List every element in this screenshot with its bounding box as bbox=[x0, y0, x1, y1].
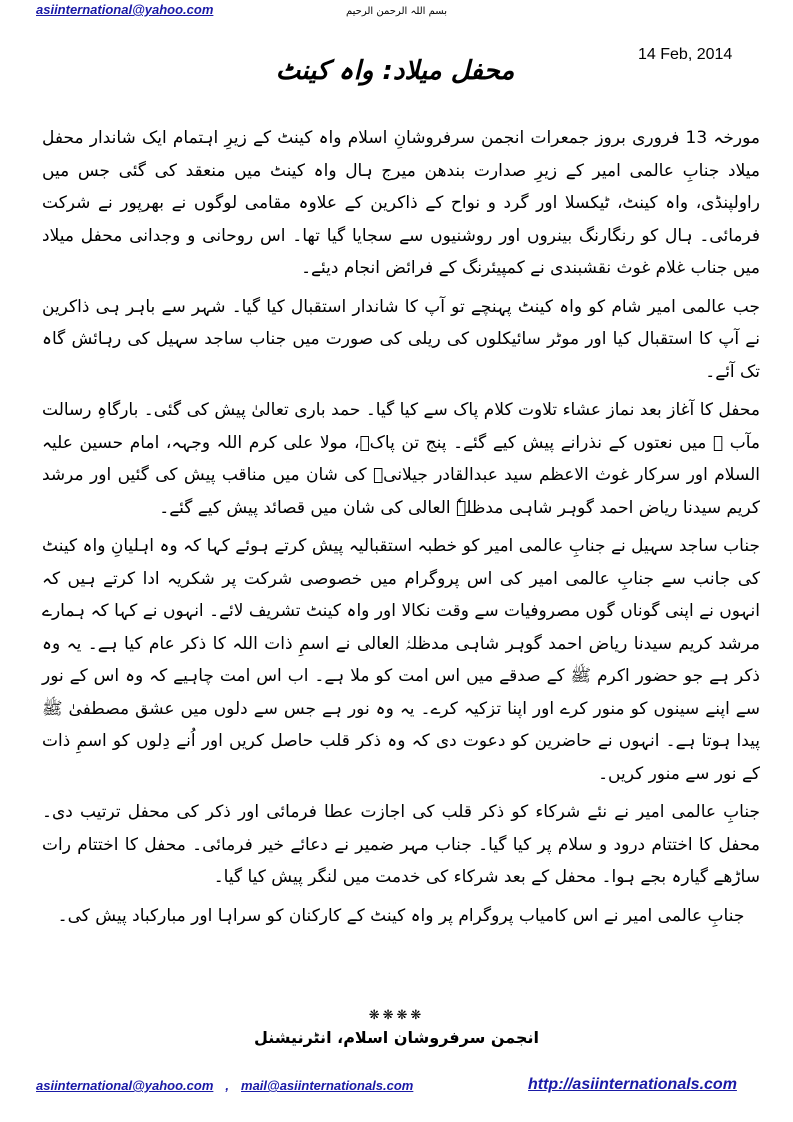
footer-email-2[interactable]: mail@asiinternationals.com bbox=[241, 1078, 414, 1093]
paragraph-5: جنابِ عالمی امیر نے نئے شرکاء کو ذکر قلب کی اجازت عطا فرمائی اور ذکر کی محفل ترتیب دی۔ محفل کا اختتام درود و سلام پر کیا گیا۔ جناب مہر ضمیر نے دعائے خیر فرمائی۔ محفل کا اختتام رات ساڑھے گیارہ بجے ہوا۔ محفل کے بعد شرکاء کی خدمت میں لنگر پیش کیا گیا۔ bbox=[42, 802, 760, 887]
paragraph-2: جب عالمی امیر شام کو واہ کینٹ پہنچے تو آپ کا شاندار استقبال کیا گیا۔ شہر سے باہر ہی ذاکرین نے آپ کا استقبال کیا اور موٹر سائیکلوں کی ریلی کی صورت میں جناب ساجد سہیل کی رہائش گاہ تک آئے۔ bbox=[42, 296, 760, 382]
closing-paragraph: جنابِ عالمی امیر نے اس کامیاب پروگرام پر واہ کینٹ کے کارکنان کو سراہا اور مبارکباد پیش کی۔ bbox=[57, 905, 745, 926]
footer-website-link[interactable]: http://asiinternationals.com bbox=[528, 1076, 737, 1093]
bismillah: بسم اللہ الرحمن الرحیم bbox=[345, 6, 447, 17]
organization-name: انجمن سرفروشان اسلام، انٹرنیشنل bbox=[253, 1028, 540, 1047]
footer-emails bbox=[36, 1078, 413, 1093]
article-title: محفل میلاد: واہ کینٹ bbox=[275, 56, 515, 86]
article-body bbox=[42, 122, 760, 938]
article-date: 14 Feb, 2014 bbox=[638, 46, 733, 63]
top-email-link[interactable]: asiinternational@yahoo.com bbox=[36, 2, 214, 17]
ornament-divider: ❋❋❋❋ bbox=[368, 1008, 425, 1023]
footer-email-1[interactable]: asiinternational@yahoo.com bbox=[36, 1078, 214, 1093]
paragraph-4: جناب ساجد سہیل نے جنابِ عالمی امیر کو خطبہ استقبالیہ پیش کرتے ہوئے کہا کہ وہ اہلیانِ واہ کینٹ کی جانب سے جنابِ عالمی امیر کی اس پروگرام میں خصوصی شرکت پر شکریہ ادا کرتے ہیں کہ انہوں نے اپنی گوناں گوں مصروفیات سے وقت نکالا اور واہ کینٹ تشریف لائے۔ انہوں نے کہا کہ ہمارے مرشد کریم سیدنا ریاض احمد گوہر شاہی مدظلہٗ العالی نے اسمِ ذات اللہ کا ذکر عام کیا ہے۔ یہ وہ ذکر ہے جو حضور اکرم ﷺ کے صدقے میں اس امت کو ملا ہے۔ اب اس امت چاہیے کہ وہ اس کے نور سے اپنے سینوں کو منور کرے اور اپنا تزکیہ کرے۔ یہ وہ نور ہے جس سے دلوں میں عشق مصطفیٰ ﷺ پیدا ہوتا ہے۔ انہوں نے حاضرین کو دعوت دی کہ وہ ذکر قلب حاصل کریں اور اُنے دِلوں کو اسمِ ذات کے نور سے منور کریں۔ bbox=[42, 536, 760, 784]
paragraph-1: مورخہ 13 فروری بروز جمعرات انجمن سرفروشانِ اسلام واہ کینٹ کے زیرِ اہتمام ایک شاندار محفل میلاد جنابِ عالمی امیر کے زیرِ صدارت بندھن میرج ہال واہ کینٹ میں منعقد کی گئی جس میں راولپنڈی، واہ کینٹ، ٹیکسلا اور گرد و نواح کے ذاکرین کے علاوہ مقامی لوگوں نے بھرپور نے شرکت فرمائی۔ ہال کو رنگارنگ بینروں اور روشنیوں سے سجایا گیا تھا۔ اس روحانی و وجدانی محفل میلاد میں جناب غلام غوث نقشبندی نے کمپیئرنگ کے فرائض انجام دیئے۔ bbox=[42, 128, 760, 278]
footer-separator: , bbox=[225, 1078, 230, 1093]
paragraph-3: محفل کا آغاز بعد نماز عشاء تلاوت کلام پاک سے کیا گیا۔ حمد باری تعالیٰ پیش کی گئی۔ بارگاہِ رسالت مآب ﷺ میں نعتوں کے نذرانے پیش کیے گئے۔ پنج تن پاکؑ، مولا علی کرم اللہ وجہہ، امام حسین علیہ السلام اور سرکار غوث الاعظم سید عبدالقادر جیلانیؒ کی شان میں مناقب پیش کی گئیں اور مرشد کریم سیدنا ریاض احمد گوہر شاہی مدظلہٗ العالی کی شان میں قصائد پیش کیے گئے۔ bbox=[42, 400, 760, 518]
